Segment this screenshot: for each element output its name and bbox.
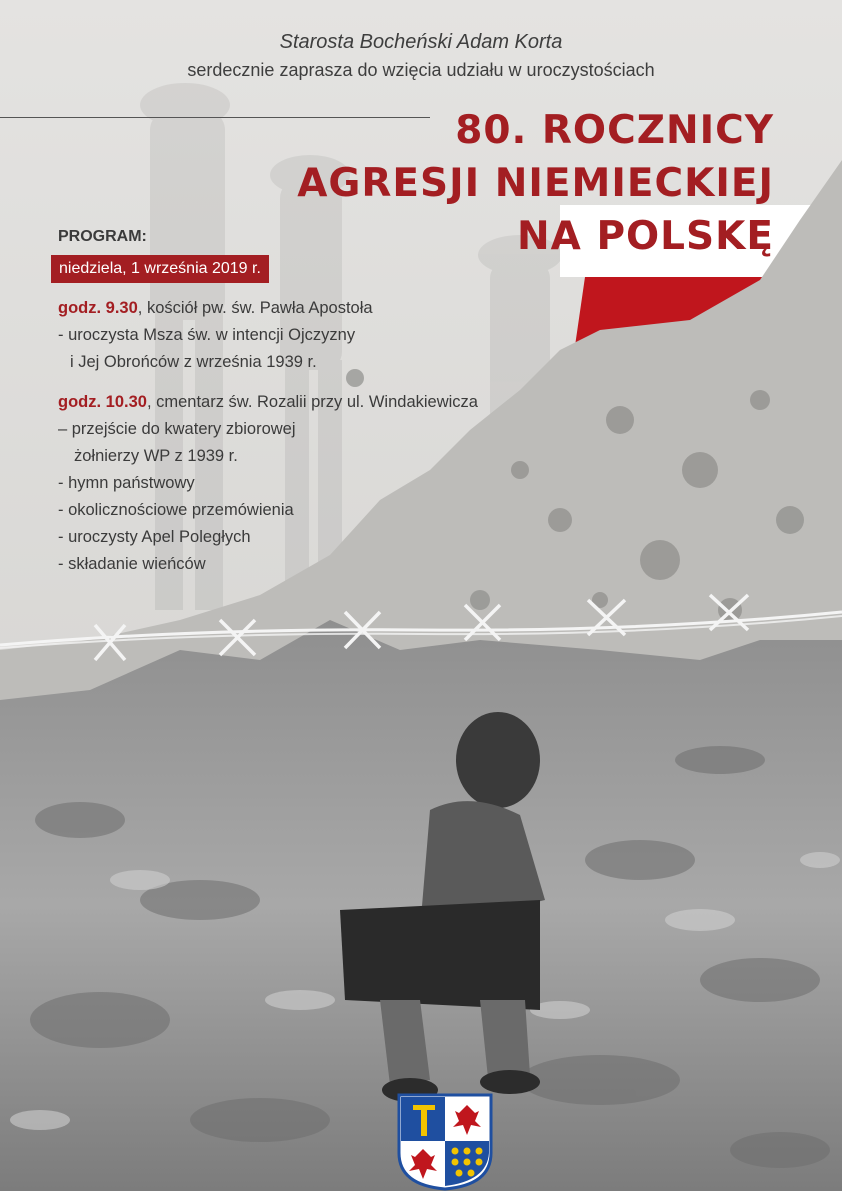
event-item: - okolicznościowe przemówienia (58, 501, 294, 519)
title-line-3: NA POLSKĘ (517, 214, 774, 259)
boy-head (456, 712, 540, 808)
date-badge: niedziela, 1 września 2019 r. (51, 255, 269, 283)
event-time: godz. 10.30 (58, 393, 147, 411)
program-event-2 (58, 389, 478, 578)
event-item: – przejście do kwatery zbiorowej (58, 420, 296, 438)
event-place: , kościół pw. św. Pawła Apostoła (137, 299, 373, 317)
event-item: - uroczysta Msza św. w intencji Ojczyzny (58, 326, 356, 344)
boy-shorts (340, 900, 540, 1010)
event-item: - składanie wieńców (58, 555, 206, 573)
event-item: i Jej Obrońców z września 1939 r. (70, 353, 317, 371)
header (0, 28, 842, 84)
event-title (297, 104, 774, 263)
program-event-1 (58, 295, 373, 376)
title-line-2: AGRESJI NIEMIECKIEJ (297, 161, 774, 206)
program-label: PROGRAM: (58, 228, 147, 245)
event-place: , cmentarz św. Rozalii przy ul. Windakiewicza (146, 393, 478, 411)
event-heading (58, 389, 478, 416)
coat-of-arms-icon (397, 1093, 493, 1191)
event-item: żołnierzy WP z 1939 r. (74, 447, 238, 465)
title-line-1: 80. ROCZNICY (455, 108, 774, 153)
event-item: - uroczysty Apel Poległych (58, 528, 251, 546)
organizer-line: Starosta Bocheński Adam Korta (279, 31, 563, 53)
event-time: godz. 9.30 (58, 299, 138, 317)
event-item: - hymn państwowy (58, 474, 195, 492)
invitation-line: serdecznie zaprasza do wzięcia udziału w uroczystościach (187, 60, 655, 80)
event-heading (58, 295, 373, 322)
